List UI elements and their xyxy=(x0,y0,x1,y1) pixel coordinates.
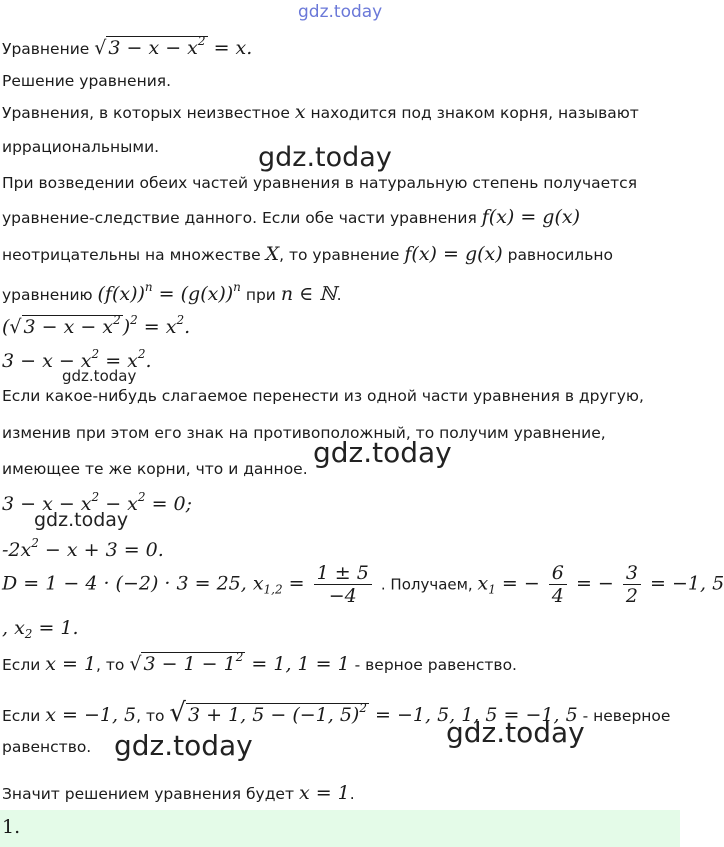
paragraph-2-line-3: неотрицательны на множестве X, то уравнение f(x) = g(x) равносильно xyxy=(2,243,613,265)
conclusion: Значит решением уравнения будет x = 1. xyxy=(2,782,355,804)
task-statement xyxy=(2,34,252,59)
paragraph-2-line-4: уравнению $(f(x))^n = (g(x))^n$ при n ∈ ℕ. xyxy=(2,280,342,305)
check-x-equals-minus-1-5: Если x = −1, 5, то √ 3 + 1, 5 − (−1, 5)$^2$ = −1, 5, 1, 5 = −1, 5 - неверное xyxy=(2,698,671,728)
sqrt-symbol: √ xyxy=(94,37,107,59)
task-prefix: Уравнение xyxy=(2,40,95,58)
paragraph-1-line-1: Уравнения, в которых неизвестное x находится под знаком корня, называют xyxy=(2,101,639,123)
equation-2: $3 - x - x^2 = x^2$. xyxy=(2,347,152,372)
check-x-equals-1: Если x = 1, то √ $3 - 1 - 1^2 = 1$, 1 = 1 - верное равенство. xyxy=(2,650,517,675)
paragraph-3-line-1: Если какое-нибудь слагаемое перенести из одной части уравнения в другую, xyxy=(2,387,644,405)
paragraph-2-line-2: уравнение-следствие данного. Если обе части уравнения f(x) = g(x) xyxy=(2,206,580,228)
equation-3: $3 - x - x^2 - x^2 = 0$; xyxy=(2,490,193,515)
watermark: gdz.today xyxy=(258,142,392,173)
solution-heading: Решение уравнения. xyxy=(2,72,172,90)
root-x2: , $x_2 = 1$. xyxy=(2,617,79,641)
watermark: gdz.today xyxy=(62,367,137,385)
discriminant-line: D = 1 − 4 · (−2) · 3 = 25, $x_{1,2}$ = $\frac{1 \pm 5}{-4}$ . Получаем, $x_1$ = − $\frac{6}{4}$ = − $\frac{3}{2}$ = −1, 5 xyxy=(2,562,724,607)
watermark: gdz.today xyxy=(446,716,585,749)
check-2-continuation: равенство. xyxy=(2,738,92,756)
answer-box xyxy=(0,810,680,847)
watermark: gdz.today xyxy=(298,2,383,22)
equation-4: $-2x^2 - x + 3 = 0$. xyxy=(2,536,164,561)
watermark: gdz.today xyxy=(114,729,253,762)
watermark: gdz.today xyxy=(34,509,129,531)
paragraph-3-line-2: изменив при этом его знак на противоположный, то получим уравнение, xyxy=(2,424,606,442)
paragraph-1-line-2: иррациональными. xyxy=(2,138,160,156)
answer-value: 1. xyxy=(2,816,21,838)
watermark: gdz.today xyxy=(313,436,452,469)
task-radicand: $3 - x - x^2$ xyxy=(108,34,206,59)
paragraph-2-line-1: При возведении обеих частей уравнения в натуральную степень получается xyxy=(2,174,638,192)
paragraph-3-line-3: имеющее те же корни, что и данное. xyxy=(2,460,308,478)
task-rhs: = x. xyxy=(207,37,253,59)
equation-1: (√ $3 - x - x^2$ )$^2 = x^2$. xyxy=(2,313,191,338)
